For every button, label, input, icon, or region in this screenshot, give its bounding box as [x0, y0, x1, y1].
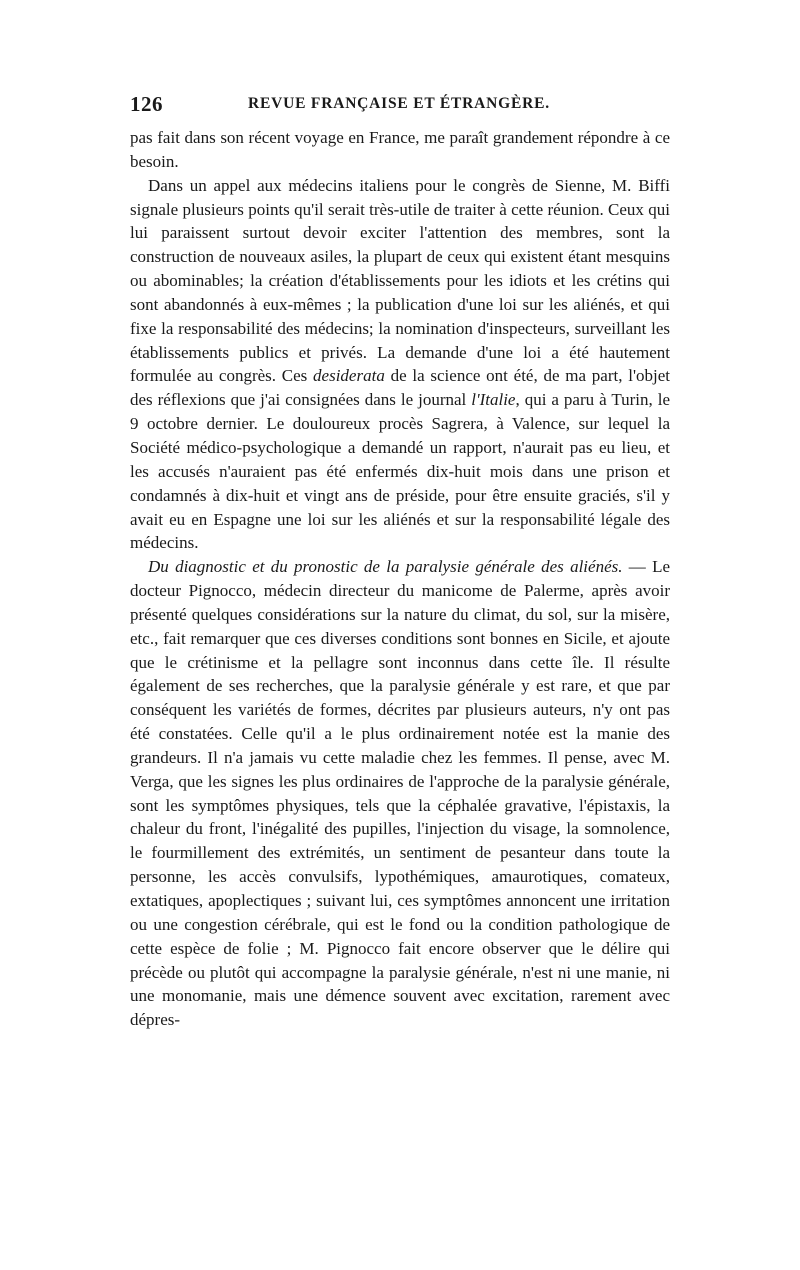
body-text: [130, 126, 670, 1032]
paragraph-sienne-congress: [130, 174, 670, 556]
paragraph-paralysie-generale: [130, 555, 670, 1032]
paragraph-2-text-c: , qui a paru à Turin, le 9 octobre dernier. Le douloureux procès Sagrera, à Valence, sur lequel la Société médico-psychologique a demandé un rapport, n'aurait pas eu lieu, et les accusés n'auraient pas été enfermés dix-huit mois dans une prison et condamnés à dix-huit et vingt ans de préside, pour être ensuite graciés, s'il y avait eu en Espagne une loi sur les aliénés et sur la responsabilité légale des médecins.: [130, 390, 670, 553]
paragraph-continuation: [130, 126, 670, 174]
italic-journal-name: l'Italie: [471, 390, 516, 410]
italic-desiderata: desiderata: [313, 366, 385, 386]
section-title: Du diagnostic et du pronostic de la paralysie générale des aliénés.: [148, 557, 623, 577]
paragraph-2-text-b: de la science ont été, de ma part, l'objet des réflexions que j'ai consignées dans le journal: [130, 366, 670, 410]
journal-title: REVUE FRANÇAISE ET ÉTRANGÈRE.: [248, 95, 550, 112]
document-page: [130, 92, 670, 1032]
paragraph-2-text-a: Dans un appel aux médecins italiens pour le congrès de Sienne, M. Biffi signale plusieurs points qu'il serait très-utile de traiter à cette réunion. Ceux qui lui paraissent surtout devoir exciter l'attention des membres, sont la construction de nouveaux asiles, la plupart de ceux qui existent étant mesquins ou abominables; la création d'établissements pour les idiots et les crétins qui sont abandonnés à eux-mêmes ; la publication d'une loi sur les aliénés, et qui fixe la responsabilité des médecins; la nomination d'inspecteurs, surveillant les établissements publics et privés. La demande d'une loi a été hautement formulée au congrès. Ces: [130, 175, 670, 386]
paragraph-1-text: pas fait dans son récent voyage en France, me paraît grandement répondre à ce besoin.: [130, 128, 670, 171]
running-head: [130, 92, 670, 118]
paragraph-3-text: — Le docteur Pignocco, médecin directeur du manicome de Palerme, après avoir présenté quelques considérations sur la nature du climat, du sol, sur la misère, etc., fait remarquer que ces diverses conditions sont bonnes en Sicile, et ajoute que le crétinisme et la pellagre sont inconnus dans cette île. Il résulte également de ses recherches, que la paralysie générale y est rare, et que par conséquent les variétés de formes, décrites par plusieurs auteurs, n'y ont pas été constatées. Celle qu'il a le plus ordinairement notée est la manie des grandeurs. Il n'a jamais vu cette maladie chez les femmes. Il pense, avec M. Verga, que les signes les plus ordinaires de l'approche de la paralysie générale, sont les symptômes physiques, tels que la céphalée gravative, l'épistaxis, la chaleur du front, l'inégalité des pupilles, l'injection du visage, la somnolence, le fourmillement des extrémités, un sentiment de pesanteur dans toute la personne, les accès convulsifs, lypothémiques, amaurotiques, comateux, extatiques, apoplectiques ; suivant lui, ces symptômes annoncent une irritation ou une congestion cérébrale, qui est le fond ou la condition pathologique de cette espèce de folie ; M. Pignocco fait encore observer que le délire qui précède ou plutôt qui accompagne la paralysie générale, n'est ni une manie, ni une monomanie, mais une démence souvent avec excitation, rarement avec dépres-: [130, 557, 670, 1030]
page-number: 126: [130, 92, 163, 116]
